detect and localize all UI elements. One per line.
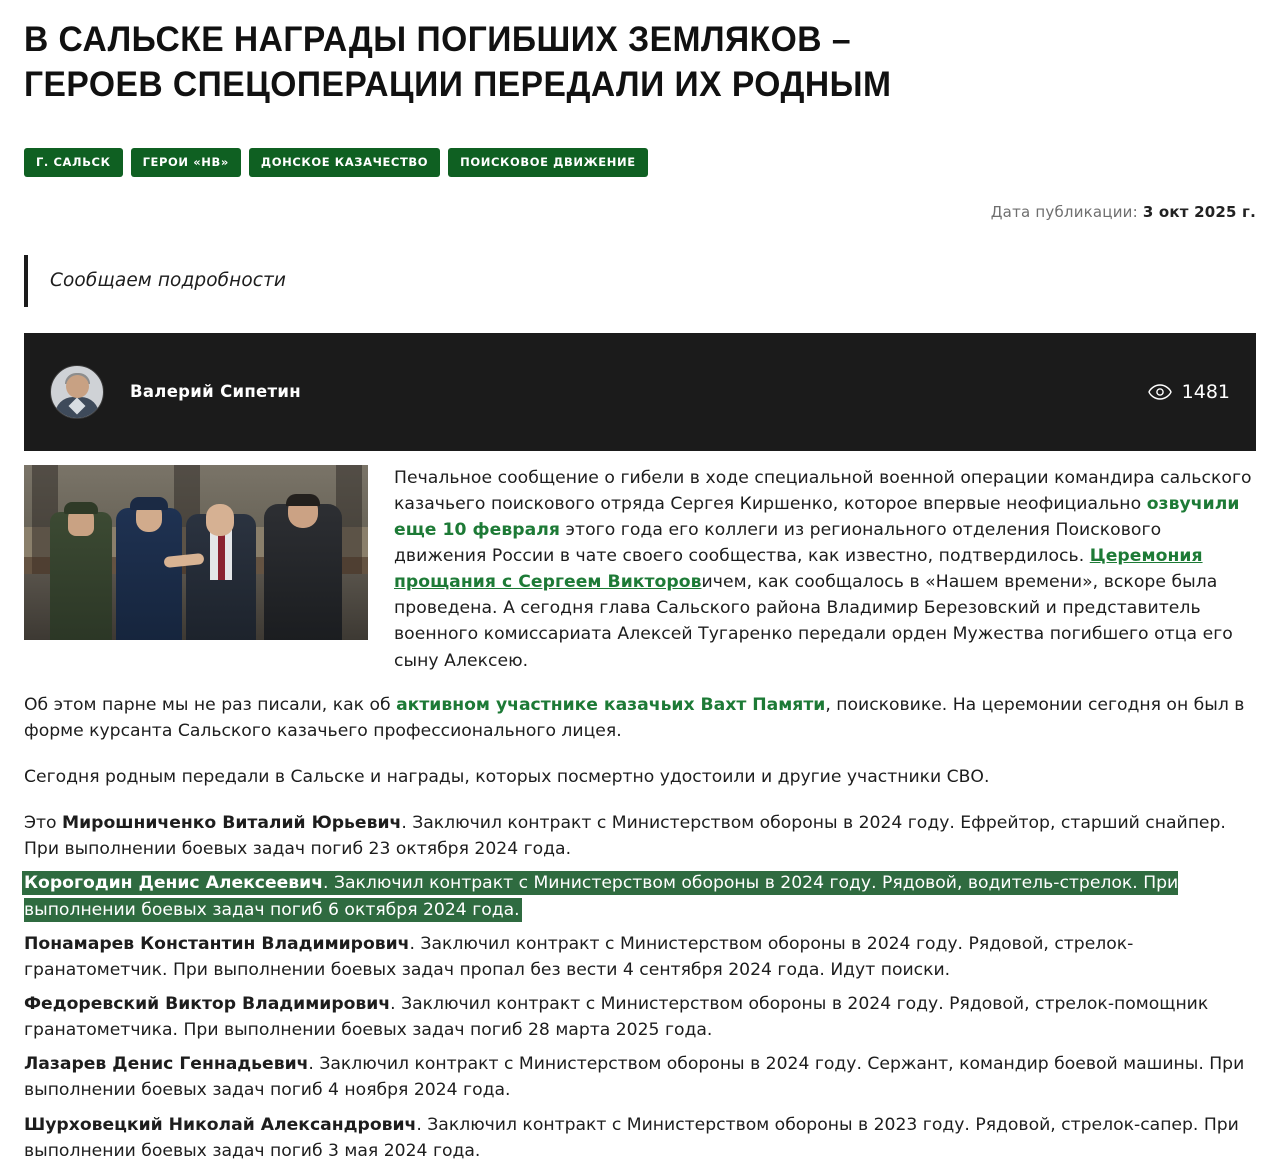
article-page [0,10,1280,1164]
tag-search-movement[interactable]: ПОИСКОВОЕ ДВИЖЕНИЕ [448,148,648,177]
award-item [24,991,1256,1043]
award-name: Мирошниченко Виталий Юрьевич [62,813,402,834]
article-body-top [24,465,1256,674]
paragraph-2-part-2: , поисковике. На церемонии сегодня он был в форме курсанта Сальского казачьего профессионального лицея. [24,694,1245,741]
award-item [24,870,1256,922]
paragraph-1-part-3: ичем, как сообщалось в «Нашем времени», вскоре была проведена. А сегодня глава Сальского района Владимир Березовский и представитель военного комиссариата Алексей Тугаренко передали орден Мужества погибшего отца его сыну Алексею. [394,572,1233,671]
eye-icon [1148,384,1172,400]
tag-list [24,148,1256,177]
award-highlighted-selection [24,873,1178,919]
paragraph-1-part-1: Печальное сообщение о гибели в ходе специальной военной операции командира сальского казачьего поискового отряда Сергея Киршенко, которое впервые неофициально [394,467,1252,514]
award-text: . Заключил контракт с Министерством обороны в 2024 году. Сержант, командир боевой машины. При выполнении боевых задач погиб 4 ноября 2024 года. [24,1054,1245,1101]
award-item [24,810,1256,862]
award-name: Понамарев Константин Владимирович [24,933,410,954]
view-count: 1481 [1181,380,1230,403]
award-name: Федоревский Виктор Владимирович [24,993,391,1014]
page-title: В САЛЬСКЕ НАГРАДЫ ПОГИБШИХ ЗЕМЛЯКОВ – ГЕРОЕВ СПЕЦОПЕРАЦИИ ПЕРЕДАЛИ ИХ РОДНЫМ [24,20,892,104]
author-bar [24,333,1256,451]
award-item [24,1112,1256,1164]
publication-date-value: 3 окт 2025 г. [1142,202,1256,221]
article-body-rest [24,692,1256,1164]
link-active-participant[interactable]: активном участнике казачьих Вахт Памяти [396,694,826,715]
award-text: . Заключил контракт с Министерством обороны в 2024 году. Рядовой, стрелок-помощник гранатометчика. При выполнении боевых задач погиб 28 марта 2025 года. [24,993,1209,1041]
paragraph-2 [24,692,1256,744]
award-text: . Заключил контракт с Министерством обороны в 2024 году. Рядовой, водитель-стрелок. При выполнении боевых задач погиб 6 октября 2024 года. [24,873,1179,920]
publication-date [24,203,1256,221]
link-farewell-ceremony[interactable]: Церемония прощания с Сергеем Викторов [394,546,1203,593]
paragraph-1 [394,465,1256,674]
award-item [24,1051,1256,1103]
avatar-face [66,375,89,398]
ceremony-photo [24,465,368,640]
lead-text: Сообщаем подробности [50,270,287,292]
link-announced-february[interactable]: озвучили еще 10 февраля [394,493,1240,540]
intro-paragraph [394,465,1256,674]
paragraph-3: Сегодня родным передали в Сальске и награды, которых посмертно удостоили и другие участники СВО. [24,767,990,787]
awards-list [24,810,1256,1164]
award-text: . Заключил контракт с Министерством обороны в 2024 году. Рядовой, стрелок-гранатометчик. При выполнении боевых задач пропал без вести 4 сентября 2024 года. Идут поиски. [24,933,1134,980]
publication-date-label: Дата публикации: [990,202,1138,221]
author-name: Валерий Сипетин [130,382,301,402]
tag-heroes-nv[interactable]: ГЕРОИ «НВ» [131,148,241,177]
tag-don-cossacks[interactable]: ДОНСКОЕ КАЗАЧЕСТВО [249,148,440,177]
award-name: Лазарев Денис Геннадьевич [24,1054,309,1075]
paragraph-1-part-2: этого года его коллеги из регионального отделения Поискового движения России в чате своего сообщества, как известно, подтвердилось. [394,519,1162,567]
paragraph-2-part-1: Об этом парне мы не раз писали, как об [24,694,397,715]
avatar [50,365,104,419]
tag-salsk[interactable]: Г. САЛЬСК [24,148,123,177]
award-name: Шурховецкий Николай Александрович [24,1114,417,1135]
view-counter [1148,381,1230,403]
award-text: . Заключил контракт с Министерством обороны в 2023 году. Рядовой, стрелок-сапер. При выполнении боевых задач погиб 3 мая 2024 года. [24,1114,1239,1161]
award-name: Корогодин Денис Алексеевич [24,873,324,894]
award-item [24,931,1256,983]
award-prefix: Это [24,813,62,834]
lead-block [24,255,1256,307]
award-text: . Заключил контракт с Министерством обороны в 2024 году. Ефрейтор, старший снайпер. При выполнении боевых задач погиб 23 октября 2024 года. [24,813,1226,860]
